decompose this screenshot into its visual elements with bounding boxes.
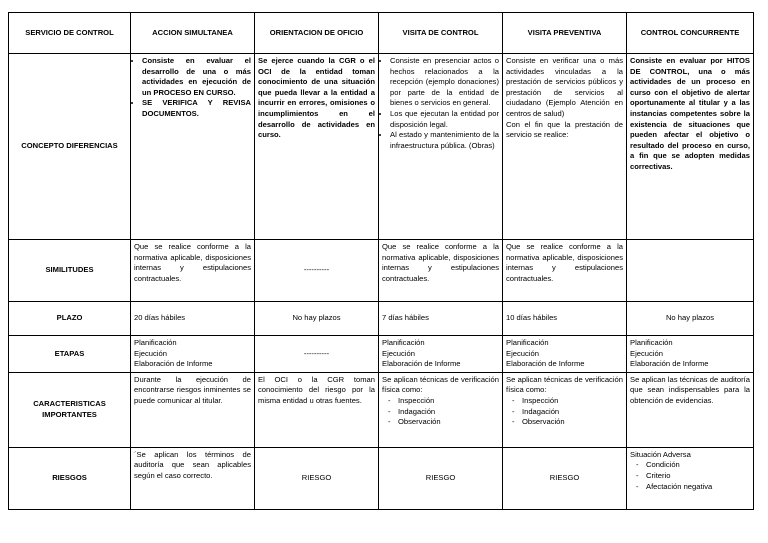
- list-item: - Afectación negativa: [630, 482, 750, 493]
- list-item: - Observación: [506, 417, 623, 428]
- row-caracteristicas: [9, 372, 754, 447]
- etapa-item: Planificación: [506, 338, 549, 347]
- header-orientacion-oficio: ORIENTACION DE OFICIO: [255, 13, 379, 54]
- etapa-item: Elaboración de Informe: [134, 359, 213, 369]
- cell-caract-visita-control: [379, 372, 503, 447]
- list-item: - Criterio: [630, 471, 750, 482]
- etapa-item: Planificación: [382, 338, 425, 347]
- etapa-item: Ejecución: [134, 348, 167, 358]
- row-riesgos: [9, 447, 754, 509]
- row-label-caracteristicas: CARACTERISTICAS IMPORTANTES: [9, 372, 131, 447]
- cell-caract-accion: Durante la ejecución de encontrarse riesgos inminentes se puede comunicar al titular.: [131, 372, 255, 447]
- cell-caract-orientacion: El OCI o la CGR toman conocimiento del riesgo por la misma entidad u otras fuentes.: [255, 372, 379, 447]
- cell-similitudes-concurrente: [627, 240, 754, 302]
- list-item: - Condición: [630, 460, 750, 471]
- comparison-table: [8, 12, 754, 510]
- etapa-item: Elaboración de Informe: [506, 359, 585, 369]
- cell-concepto-visita-preventiva: [503, 54, 627, 240]
- etapa-item: Ejecución: [630, 348, 663, 358]
- cell-similitudes-orientacion: ----------: [255, 240, 379, 302]
- row-similitudes: [9, 240, 754, 302]
- cell-etapas-concurrente: [627, 336, 754, 373]
- list-item: - Inspección: [382, 396, 499, 407]
- cell-concepto-visita-control: [379, 54, 503, 240]
- list-item: • Consiste en presenciar actos o hechos relacionados a la recepción (ejemplo donaciones) por parte de la entidad de bienes o servicios en general.: [390, 56, 499, 109]
- list-item: • Los que ejecutan la entidad por disposición legal.: [390, 109, 499, 130]
- row-label-plazo: PLAZO: [9, 302, 131, 336]
- list-item: • Al estado y mantenimiento de la infraestructura pública. (Obras): [390, 130, 499, 151]
- header-servicio: SERVICIO DE CONTROL: [9, 13, 131, 54]
- list-item: - Indagación: [382, 407, 499, 418]
- cell-riesgos-visita-control: RIESGO: [379, 447, 503, 509]
- cell-etapas-accion: [131, 336, 255, 373]
- row-label-concepto: CONCEPTO DIFERENCIAS: [9, 54, 131, 240]
- caract-intro: Se aplican técnicas de verificación física como:: [506, 374, 623, 395]
- cell-etapas-orientacion: ----------: [255, 336, 379, 373]
- header-control-concurrente: CONTROL CONCURRENTE: [627, 13, 754, 54]
- cell-plazo-orientacion: No hay plazos: [255, 302, 379, 336]
- etapa-item: Elaboración de Informe: [630, 359, 709, 369]
- cell-similitudes-visita-preventiva: Que se realice conforme a la normativa aplicable, disposiciones internas y estipulaciones contractuales.: [503, 240, 627, 302]
- row-label-etapas: ETAPAS: [9, 336, 131, 373]
- cell-plazo-visita-control: 7 días hábiles: [379, 302, 503, 336]
- cell-etapas-visita-preventiva: [503, 336, 627, 373]
- cell-caract-concurrente: Se aplican las técnicas de auditoría que sean indispensables para la obtención de evidencias.: [627, 372, 754, 447]
- cell-caract-visita-preventiva: [503, 372, 627, 447]
- caract-intro: Se aplican técnicas de verificación física como:: [382, 374, 499, 395]
- etapa-item: Planificación: [630, 338, 673, 347]
- cell-riesgos-visita-preventiva: RIESGO: [503, 447, 627, 509]
- cell-etapas-visita-control: [379, 336, 503, 373]
- list-item: - Indagación: [506, 407, 623, 418]
- cell-riesgos-concurrente: [627, 447, 754, 509]
- etapa-item: Elaboración de Informe: [382, 359, 461, 369]
- row-etapas: [9, 336, 754, 373]
- row-label-riesgos: RIESGOS: [9, 447, 131, 509]
- cell-similitudes-visita-control: Que se realice conforme a la normativa aplicable, disposiciones internas y estipulaciones contractuales.: [379, 240, 503, 302]
- etapa-item: Planificación: [134, 338, 177, 347]
- cell-concepto-accion: [131, 54, 255, 240]
- cell-plazo-concurrente: No hay plazos: [627, 302, 754, 336]
- cell-plazo-visita-preventiva: 10 días hábiles: [503, 302, 627, 336]
- cell-similitudes-accion: Que se realice conforme a la normativa aplicable, disposiciones internas y estipulaciones contractuales.: [131, 240, 255, 302]
- etapa-item: Ejecución: [382, 348, 415, 358]
- header-accion-simultanea: ACCION SIMULTANEA: [131, 13, 255, 54]
- row-plazo: [9, 302, 754, 336]
- row-concepto: [9, 54, 754, 240]
- row-label-similitudes: SIMILITUDES: [9, 240, 131, 302]
- header-visita-control: VISITA DE CONTROL: [379, 13, 503, 54]
- cell-plazo-accion: 20 días hábiles: [131, 302, 255, 336]
- concepto-preventiva-text: Consiste en verificar una o más actividades vinculadas a la prestación de servicios públicos y prestación de servicios al ciudadano (Ejemplo Atención en centros de salud): [506, 56, 623, 118]
- riesgo-title: Situación Adversa: [630, 449, 691, 459]
- comparison-table-wrapper: [8, 12, 753, 510]
- cell-riesgos-accion: ´Se aplican los términos de auditoría que sean aplicables según el caso correcto.: [131, 447, 255, 509]
- list-item: • SE VERIFICA Y REVISA DOCUMENTOS.: [142, 98, 251, 119]
- cell-concepto-orientacion: Se ejerce cuando la CGR o el OCI de la entidad toman conocimiento de una situación que pueda llevar a la entidad a incurrir en errores, omisiones o incumplimientos en el desarrollo de actividades en curso.: [255, 54, 379, 240]
- list-item: - Inspección: [506, 396, 623, 407]
- etapa-item: Ejecución: [506, 348, 539, 358]
- list-item: - Observación: [382, 417, 499, 428]
- concepto-preventiva-fin: Con el fin que la prestación de servicio se realice:: [506, 119, 623, 140]
- header-row: [9, 13, 754, 54]
- list-item: • Consiste en evaluar el desarrollo de una o más actividades en ejecución de un PROCESO EN CURSO.: [142, 56, 251, 98]
- header-visita-preventiva: VISITA PREVENTIVA: [503, 13, 627, 54]
- cell-riesgos-orientacion: RIESGO: [255, 447, 379, 509]
- cell-concepto-concurrente: Consiste en evaluar por HITOS DE CONTROL, una o más actividades de un proceso en curso con el objetivo de alertar oportunamente al titular y a las instancias competentes sobre la existencia de situaciones que pueden afectar el objetivo o resultado del proceso en curso, a fin que se adopten medidas correctivas.: [627, 54, 754, 240]
